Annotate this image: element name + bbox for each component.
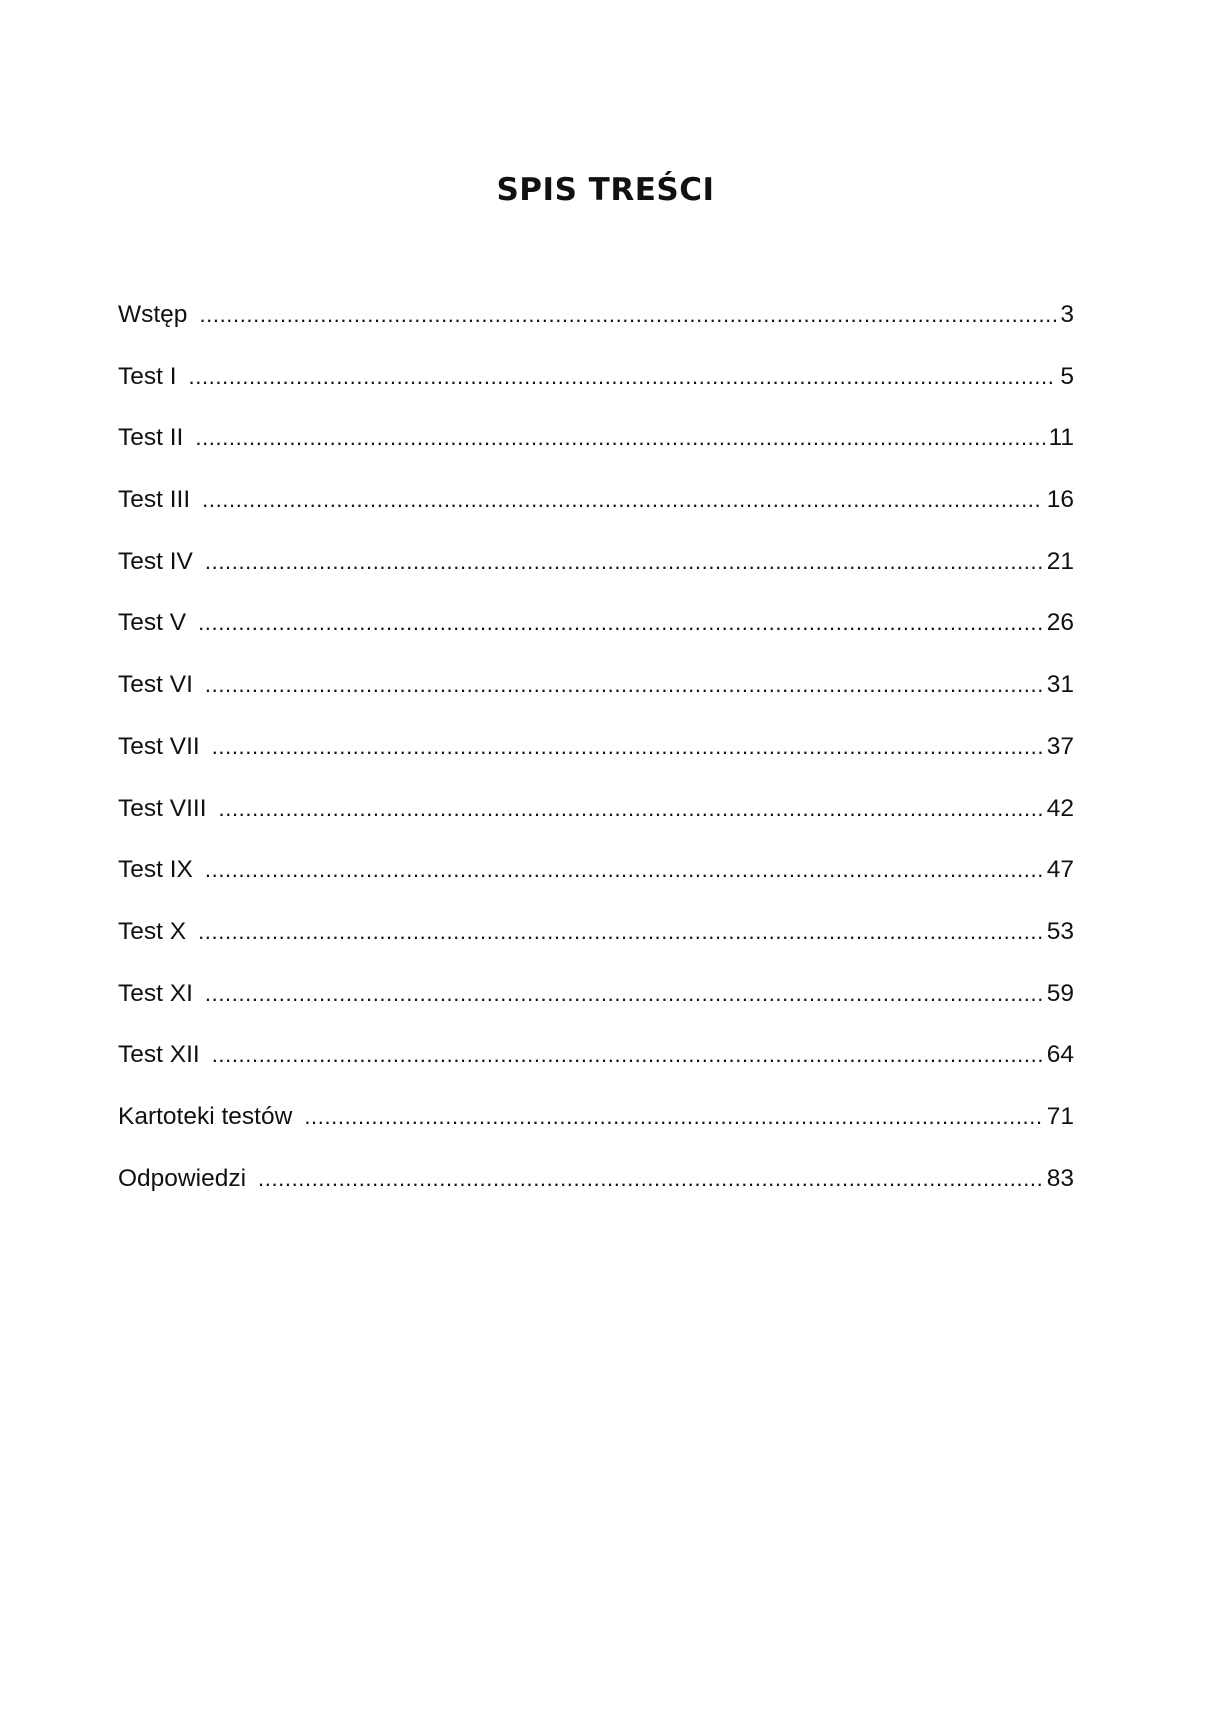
toc-entry-page-number: 11 xyxy=(1048,424,1074,452)
toc-entry-label: Kartoteki testów xyxy=(118,1102,293,1130)
toc-entry-test-xi[interactable] xyxy=(118,979,1074,1041)
toc-entry-label: Test IV xyxy=(118,547,193,575)
toc-entry-label: Odpowiedzi xyxy=(118,1164,247,1192)
toc-entry-page-number: 42 xyxy=(1046,794,1074,822)
toc-entry-test-v[interactable] xyxy=(118,608,1074,670)
toc-entry-test-x[interactable] xyxy=(118,917,1074,979)
toc-entry-test-iv[interactable] xyxy=(118,547,1074,609)
toc-entry-label: Test VII xyxy=(118,732,200,760)
toc-entry-test-vi[interactable] xyxy=(118,670,1074,732)
toc-dot-leader xyxy=(219,794,1043,824)
toc-dot-leader xyxy=(205,979,1043,1009)
toc-entry-label: Test XII xyxy=(118,1041,200,1069)
table-of-contents xyxy=(118,300,1074,1225)
toc-entry-page-number: 26 xyxy=(1046,609,1074,637)
toc-entry-label: Test I xyxy=(118,362,177,390)
toc-entry-label: Wstęp xyxy=(118,301,188,328)
toc-dot-leader xyxy=(189,362,1057,392)
toc-entry-label: Test XI xyxy=(118,979,193,1007)
toc-entry-label: Test III xyxy=(118,486,191,514)
toc-dot-leader xyxy=(205,547,1043,577)
toc-entry-test-vii[interactable] xyxy=(118,732,1074,794)
toc-dot-leader xyxy=(199,300,1056,330)
toc-entry-kartoteki-testow[interactable] xyxy=(118,1102,1074,1164)
toc-entry-page-number: 71 xyxy=(1046,1102,1074,1130)
toc-entry-wstep[interactable] xyxy=(118,300,1074,362)
toc-entry-label: Test VI xyxy=(118,671,193,699)
toc-dot-leader xyxy=(198,917,1043,947)
toc-entry-page-number: 3 xyxy=(1060,301,1074,328)
page-title: SPIS TREŚCI xyxy=(496,172,715,208)
toc-entry-page-number: 83 xyxy=(1046,1164,1074,1192)
toc-entry-label: Test II xyxy=(118,424,184,452)
toc-entry-page-number: 59 xyxy=(1046,979,1074,1007)
toc-entry-test-i[interactable] xyxy=(118,362,1074,424)
toc-dot-leader xyxy=(205,855,1043,885)
toc-dot-leader xyxy=(212,732,1043,762)
toc-dot-leader xyxy=(212,1040,1043,1070)
toc-dot-leader xyxy=(202,485,1043,515)
toc-dot-leader xyxy=(205,670,1043,700)
toc-entry-label: Test IX xyxy=(118,856,193,884)
toc-dot-leader xyxy=(304,1102,1042,1132)
toc-dot-leader xyxy=(198,608,1043,638)
toc-entry-test-ix[interactable] xyxy=(118,855,1074,917)
toc-entry-label: Test V xyxy=(118,609,187,637)
toc-entry-test-xii[interactable] xyxy=(118,1040,1074,1102)
toc-entry-page-number: 64 xyxy=(1046,1041,1074,1069)
toc-entry-label: Test VIII xyxy=(118,794,207,822)
toc-entry-page-number: 21 xyxy=(1046,547,1074,575)
toc-entry-page-number: 5 xyxy=(1060,362,1074,390)
toc-entry-odpowiedzi[interactable] xyxy=(118,1164,1074,1226)
toc-entry-test-ii[interactable] xyxy=(118,423,1074,485)
toc-entry-test-iii[interactable] xyxy=(118,485,1074,547)
toc-entry-page-number: 53 xyxy=(1046,917,1074,945)
toc-entry-label: Test X xyxy=(118,917,187,945)
toc-dot-leader xyxy=(195,423,1044,453)
toc-entry-page-number: 37 xyxy=(1046,732,1074,760)
toc-entry-test-viii[interactable] xyxy=(118,794,1074,856)
toc-entry-page-number: 47 xyxy=(1046,856,1074,884)
toc-dot-leader xyxy=(258,1164,1043,1194)
toc-entry-page-number: 31 xyxy=(1046,671,1074,699)
toc-entry-page-number: 16 xyxy=(1046,486,1074,514)
